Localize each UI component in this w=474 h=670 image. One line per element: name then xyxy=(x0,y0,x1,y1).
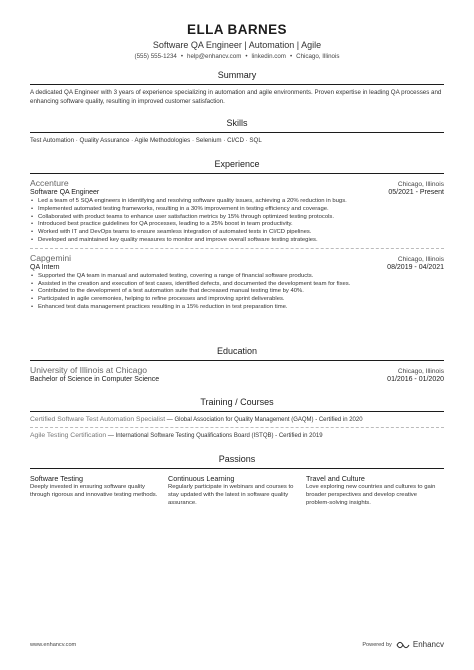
course-name: Certified Software Test Automation Specialist xyxy=(30,416,166,423)
entry-divider xyxy=(30,248,444,249)
resume-header xyxy=(0,22,474,61)
bullet-item: • Assisted in the creation and execution of test cases, identified defects, and documented the development team for fixes. xyxy=(30,281,444,289)
section-divider xyxy=(30,84,444,85)
company-location: Chicago, Illinois xyxy=(397,181,444,188)
school-location: Chicago, Illinois xyxy=(397,368,444,375)
section-heading-passions: Passions xyxy=(218,454,256,464)
summary-text: A dedicated QA Engineer with 3 years of experience specializing in automation and agile environments. Proven expertise in leading QA processes and enhancing software quality, resulting in improved customer satisfaction. xyxy=(30,89,442,105)
skills-list: Test Automation · Quality Assurance · Agile Methodologies · Selenium · CI/CD · SQL xyxy=(30,137,262,144)
page-footer xyxy=(30,640,444,649)
company-name: Accenture xyxy=(30,178,69,188)
footer-branding xyxy=(362,640,444,649)
skills-section xyxy=(30,118,444,146)
section-heading-experience: Experience xyxy=(214,159,260,169)
course-item xyxy=(30,416,444,424)
section-heading-training: Training / Courses xyxy=(200,397,274,407)
footer-powered-label: Powered by xyxy=(362,641,392,648)
contact-line xyxy=(0,52,474,61)
bullet-item: • Introduced best practice guidelines for QA processes, leading to a 25% boost in team productivity. xyxy=(30,221,444,229)
passion-item xyxy=(30,474,168,507)
bullet-item: • Implemented automated testing frameworks, resulting in a 30% improvement in testing efficiency and coverage. xyxy=(30,206,444,214)
enhancv-logo-icon xyxy=(396,641,410,649)
passion-title: Travel and Culture xyxy=(306,474,365,483)
bullet-item: • Worked with IT and DevOps teams to ensure seamless integration of automated tests in CI/CD pipelines. xyxy=(30,229,444,237)
footer-site-link[interactable]: www.enhancv.com xyxy=(30,641,77,648)
job-dates: 05/2021 - Present xyxy=(388,189,444,196)
contact-separator: • xyxy=(245,53,248,60)
passions-grid xyxy=(30,474,444,507)
bullet-item: • Led a team of 5 SQA engineers in identifying and resolving software quality issues, achieving a 20% reduction in bugs. xyxy=(30,198,444,206)
bullet-item: • Supported the QA team in manual and automated testing, covering a range of financial software products. xyxy=(30,273,444,281)
passion-title: Software Testing xyxy=(30,474,84,483)
summary-section xyxy=(30,70,444,106)
section-divider xyxy=(30,468,444,469)
job-title: QA Intern xyxy=(30,263,60,271)
section-divider xyxy=(30,360,444,361)
course-detail: — Global Association for Quality Management (GAQM) - Certified in 2020 xyxy=(166,417,363,423)
candidate-name: ELLA BARNES xyxy=(187,22,287,37)
school-name: University of Illinois at Chicago xyxy=(30,365,148,375)
section-heading-skills: Skills xyxy=(226,118,248,128)
passions-section xyxy=(30,454,444,507)
education-section xyxy=(30,346,444,384)
passion-item xyxy=(306,474,444,507)
company-location: Chicago, Illinois xyxy=(397,255,444,263)
bullet-item: • Participated in agile ceremonies, helping to refine processes and improving sprint deliverables. xyxy=(30,296,444,304)
bullet-item: • Collaborated with product teams to enhance user satisfaction metrics by 15% through optimized testing protocols. xyxy=(30,214,444,222)
contact-separator: • xyxy=(289,53,293,60)
passion-description: Deeply invested in ensuring software quality through rigorous and innovative testing methods. xyxy=(30,484,158,498)
contact-email[interactable]: help@enhancv.com xyxy=(187,53,242,60)
bullet-item: • Contributed to the development of a test automation suite that decreased manual testing time by 40%. xyxy=(30,288,444,296)
bullet-item: • Developed and maintained key quality measures to monitor and improve overall software testing strategies. xyxy=(30,237,444,245)
experience-section xyxy=(30,159,444,312)
contact-location: Chicago, Illinois xyxy=(296,53,340,60)
passion-title: Continuous Learning xyxy=(168,474,235,483)
degree-name: Bachelor of Science in Computer Science xyxy=(30,376,160,383)
bullet-item: • Enhanced test data management practices resulting in a 15% reduction in test preparation time. xyxy=(30,304,444,312)
entry-divider xyxy=(30,427,444,428)
experience-entry xyxy=(30,178,444,249)
bullet-list xyxy=(30,273,444,312)
passion-description: Regularly participate in webinars and courses to stay updated with the latest in software quality assurance. xyxy=(168,484,294,506)
candidate-title: Software QA Engineer | Automation | Agile xyxy=(152,40,322,50)
education-dates: 01/2016 - 01/2020 xyxy=(387,376,444,383)
passion-description: Love exploring new countries and cultures to gain broader perspectives and develop creative problem-solving insights. xyxy=(306,484,436,506)
job-dates: 08/2019 - 04/2021 xyxy=(387,263,444,271)
section-divider xyxy=(30,132,444,133)
course-item xyxy=(30,432,444,440)
contact-phone: (555) 555-1234 xyxy=(134,53,177,60)
experience-entry xyxy=(30,253,444,312)
contact-separator: • xyxy=(180,53,184,60)
training-section xyxy=(30,397,444,440)
bullet-list xyxy=(30,198,444,245)
course-name: Agile Testing Certification xyxy=(30,432,107,439)
passion-item xyxy=(168,474,306,507)
section-divider xyxy=(30,411,444,412)
job-title: Software QA Engineer xyxy=(30,189,100,196)
company-name: Capgemini xyxy=(30,252,72,263)
footer-brand-name: Enhancv xyxy=(412,640,444,649)
section-heading-education: Education xyxy=(216,346,258,356)
section-heading-summary: Summary xyxy=(217,70,257,80)
course-detail: — International Software Testing Qualifications Board (ISTQB) - Certified in 2019 xyxy=(107,433,323,439)
section-divider xyxy=(30,173,444,174)
contact-linkedin[interactable]: linkedin.com xyxy=(251,53,286,60)
education-entry xyxy=(30,365,444,384)
